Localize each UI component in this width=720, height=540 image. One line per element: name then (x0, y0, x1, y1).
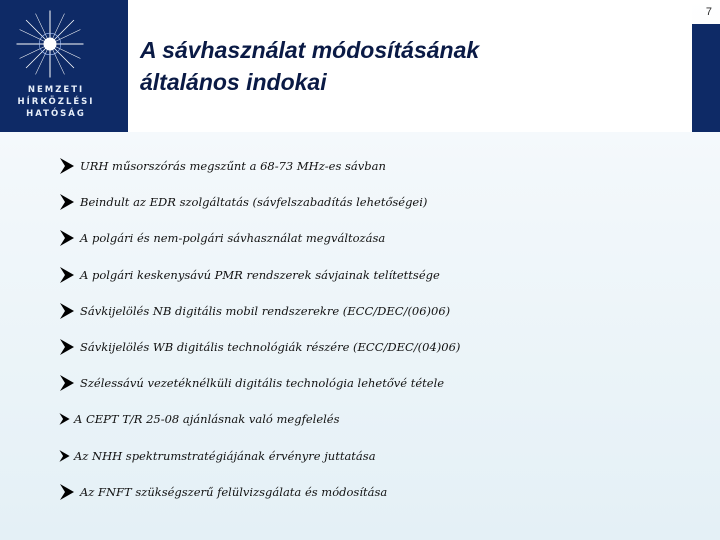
bullet-text: Szélessávú vezetéknélküli digitális technológia lehetővé tétele (80, 376, 445, 391)
star-burst-icon (14, 8, 86, 80)
header-accent-strip (692, 24, 720, 132)
page-number: 7 (705, 6, 712, 18)
bullet-text: A CEPT T/R 25-08 ajánlásnak való megfelelés (74, 412, 340, 427)
bullet-text: Az FNFT szükségszerű felülvizsgálata és módosítása (80, 484, 388, 499)
slide-title-line2: általános indokai (140, 69, 327, 95)
bullet-text: Sávkijelölés NB digitális mobil rendszerekre (ECC/DEC/(06)06) (80, 303, 451, 318)
list-item (58, 474, 460, 510)
bullet-text: Beindult az EDR szolgáltatás (sávfelszabadítás lehetőségei) (80, 195, 428, 210)
list-item (58, 293, 460, 329)
list-item (58, 257, 460, 293)
logo-line: NEMZETI (27, 85, 85, 95)
bullet-text: Sávkijelölés WB digitális technológiák részére (ECC/DEC/(04)06) (80, 340, 461, 355)
list-item (58, 438, 460, 474)
arrow-bullet-icon (58, 446, 74, 466)
list-item (58, 148, 460, 184)
list-item (58, 401, 460, 437)
arrow-bullet-icon (58, 337, 80, 357)
arrow-bullet-icon (58, 482, 80, 502)
list-item (58, 365, 460, 401)
arrow-bullet-icon (58, 156, 80, 176)
bullet-text: Az NHH spektrumstratégiájának érvényre juttatása (74, 448, 376, 463)
logo-line: HÍRKÖZLÉSI (17, 97, 95, 107)
title-panel (128, 0, 692, 132)
arrow-bullet-icon (58, 192, 80, 212)
arrow-bullet-icon (58, 265, 80, 285)
slide-title (140, 34, 479, 98)
arrow-bullet-icon (58, 228, 80, 248)
logo-line: HATÓSÁG (26, 109, 86, 119)
list-item (58, 220, 460, 256)
list-item (58, 184, 460, 220)
arrow-bullet-icon (58, 301, 80, 321)
slide-title-line1: A sávhasználat módosításának (140, 37, 480, 63)
logo-wordmark (0, 84, 112, 120)
arrow-bullet-icon (58, 373, 80, 393)
list-item (58, 329, 460, 365)
bullet-list (58, 148, 460, 510)
bullet-text: A polgári és nem-polgári sávhasználat megváltozása (80, 231, 386, 246)
logo-panel (0, 0, 128, 132)
arrow-bullet-icon (58, 409, 74, 429)
bullet-text: A polgári keskenysávú PMR rendszerek sávjainak telítettsége (80, 267, 440, 282)
bullet-text: URH műsorszórás megszűnt a 68-73 MHz-es sávban (80, 159, 386, 174)
